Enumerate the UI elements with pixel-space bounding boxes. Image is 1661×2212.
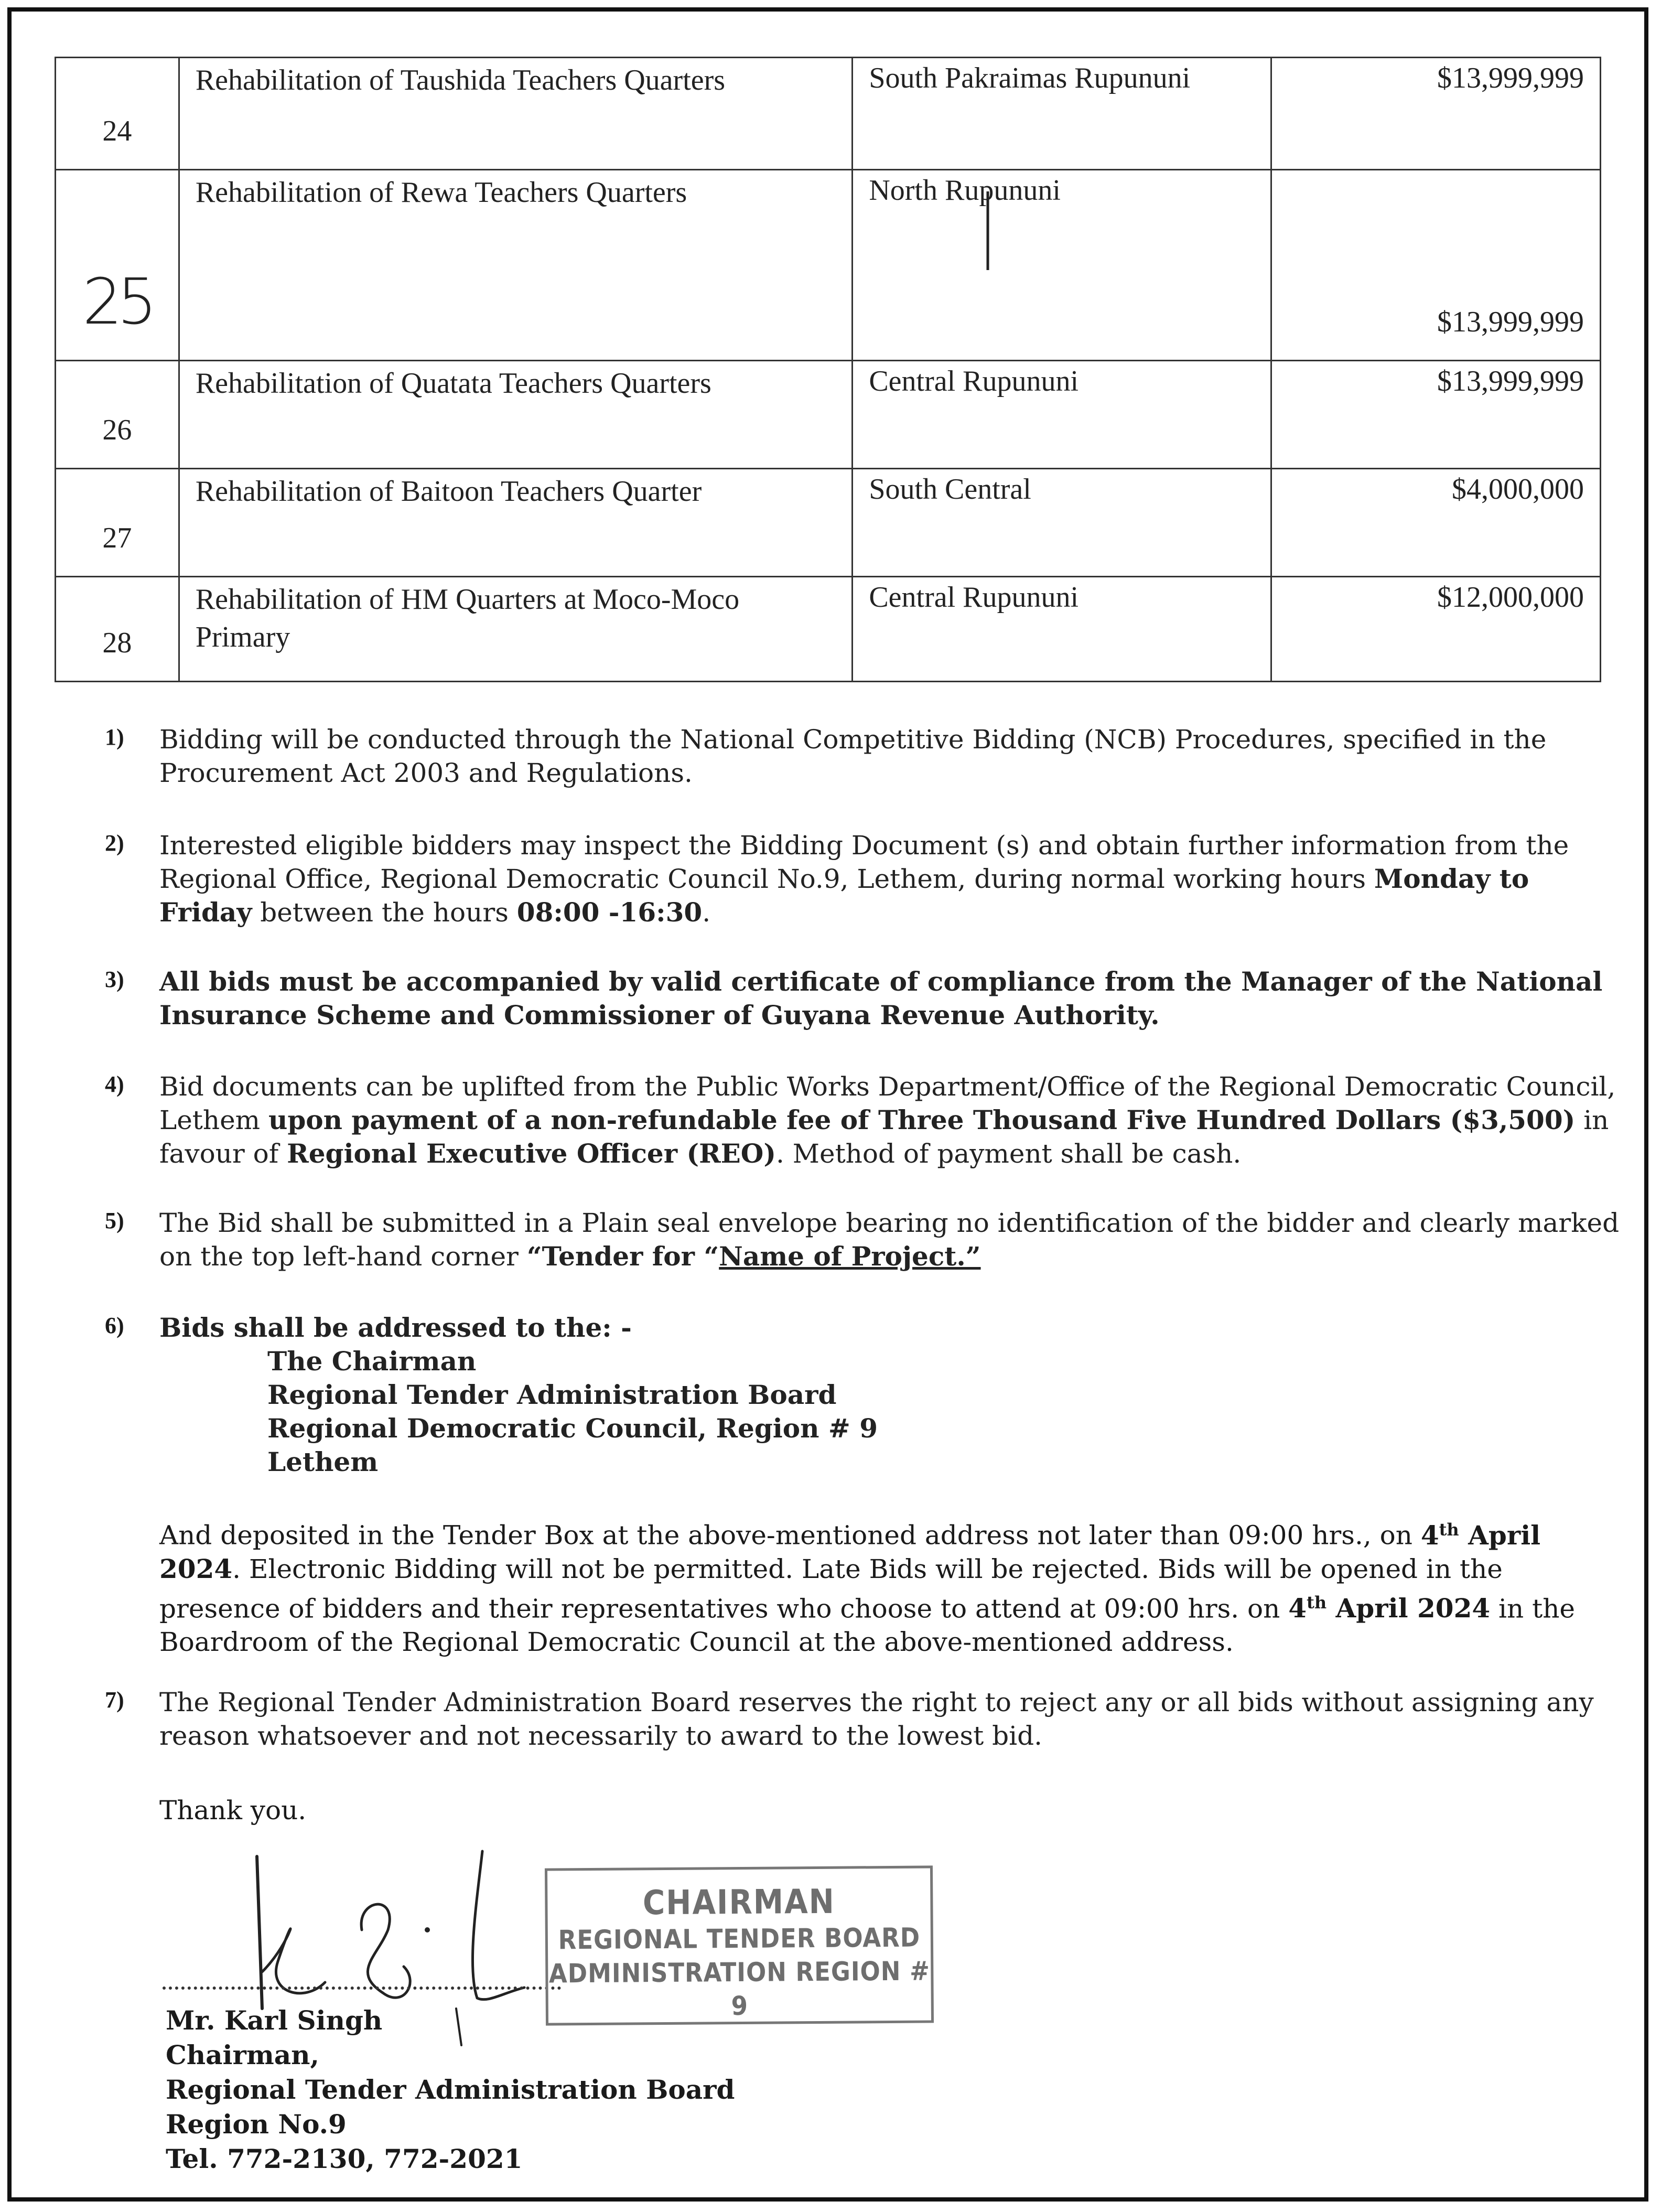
item-number: 6) bbox=[105, 1313, 124, 1338]
item-number: 1) bbox=[105, 724, 124, 750]
table-row bbox=[56, 577, 1601, 682]
signatory-phone: Tel. 772-2130, 772-2021 bbox=[166, 2143, 523, 2174]
project-amount: $4,000,000 bbox=[1271, 469, 1601, 577]
deposit-text: And deposited in the Tender Box at the above-mentioned address not later than 09:00 hrs., on bbox=[159, 1520, 1421, 1551]
address-line: The Chairman bbox=[267, 1346, 477, 1377]
item-text bbox=[159, 965, 1625, 1032]
list-item bbox=[105, 1070, 1625, 1171]
project-location: Central Rupununi bbox=[853, 577, 1271, 682]
project-location: South Pakraimas Rupununi bbox=[853, 58, 1271, 170]
table-row bbox=[56, 361, 1601, 469]
signatory-title: Chairman, bbox=[166, 2039, 319, 2070]
table-row bbox=[56, 469, 1601, 577]
deadline-date: 4th April 2024 bbox=[159, 1519, 1541, 1584]
pen-stroke bbox=[985, 191, 990, 270]
fee-text: upon payment of a non-refundable fee of Three Thousand Five Hundred Dollars ($3,500) bbox=[268, 1104, 1576, 1135]
working-days: Monday to Friday bbox=[159, 863, 1529, 928]
project-name-placeholder: Name of Project.” bbox=[719, 1241, 981, 1272]
list-item bbox=[105, 1685, 1625, 1753]
table-row bbox=[56, 58, 1601, 170]
item-text-part: between the hours bbox=[252, 897, 517, 928]
item-text-part: Interested eligible bidders may inspect the Bidding Document (s) and obtain further information from the Regional Office, Regional Democratic Council No.9, Lethem, during normal working hours bbox=[159, 830, 1569, 894]
address-heading: Bids shall be addressed to the: - bbox=[159, 1312, 632, 1343]
item-number: 2) bbox=[105, 830, 124, 856]
item-text-part: . Method of payment shall be cash. bbox=[776, 1139, 1242, 1169]
item-text bbox=[159, 829, 1625, 929]
signatory-org: Regional Tender Administration Board bbox=[166, 2074, 735, 2105]
row-number: 27 bbox=[56, 469, 179, 577]
list-item bbox=[105, 965, 1625, 1032]
signatory-region: Region No.9 bbox=[166, 2109, 347, 2140]
working-hours: 08:00 -16:30 bbox=[516, 897, 703, 928]
compliance-requirement: All bids must be accompanied by valid certificate of compliance from the Manager of the National Insurance Scheme and Commissioner of Guyana Revenue Authority. bbox=[159, 966, 1603, 1030]
deposit-text: . Electronic Bidding will not be permitted. Late Bids will be rejected. Bids will be opened in the presence of bidders and their representatives who choose to attend at 09:00 hrs. on bbox=[159, 1553, 1503, 1624]
project-name: Rehabilitation of HM Quarters at Moco-Moco Primary bbox=[179, 577, 852, 682]
project-name: Rehabilitation of Baitoon Teachers Quarter bbox=[179, 469, 852, 577]
project-location bbox=[853, 170, 1271, 361]
signatory-block bbox=[166, 2003, 735, 2176]
item-text-part: . bbox=[702, 897, 711, 928]
row-number: 26 bbox=[56, 361, 179, 469]
address-line: Regional Democratic Council, Region # 9 bbox=[267, 1413, 878, 1444]
list-item bbox=[105, 723, 1625, 790]
project-amount: $13,999,999 bbox=[1271, 58, 1601, 170]
stamp-line: REGIONAL TENDER BOARD bbox=[558, 1922, 921, 1956]
row-number: 24 bbox=[56, 58, 179, 170]
signature-line bbox=[163, 1986, 561, 1990]
item-text: Bidding will be conducted through the National Competitive Bidding (NCB) Procedures, specified in the Procurement Act 2003 and Regulations. bbox=[159, 724, 1547, 788]
project-location: South Central bbox=[853, 469, 1271, 577]
project-name: Rehabilitation of Quatata Teachers Quarters bbox=[179, 361, 852, 469]
item-number: 4) bbox=[105, 1071, 124, 1097]
address-line: Lethem bbox=[267, 1446, 379, 1477]
item-number: 5) bbox=[105, 1208, 124, 1233]
stamp-line: ADMINISTRATION REGION # 9 bbox=[548, 1956, 930, 2022]
tender-label: “Tender for “ bbox=[526, 1241, 719, 1272]
project-name: Rehabilitation of Rewa Teachers Quarters bbox=[179, 170, 852, 361]
row-number-handwritten: 25 bbox=[82, 266, 152, 339]
project-amount: $13,999,999 bbox=[1271, 170, 1601, 361]
project-amount: $12,000,000 bbox=[1271, 577, 1601, 682]
item-text-part: in favour of bbox=[159, 1105, 1609, 1169]
row-number: 28 bbox=[56, 577, 179, 682]
deposit-text: in the Boardroom of the Regional Democratic Council at the above-mentioned address. bbox=[159, 1593, 1576, 1658]
list-item bbox=[105, 1311, 1625, 1479]
project-name: Rehabilitation of Taushida Teachers Quarters bbox=[179, 58, 852, 170]
item-text bbox=[159, 1206, 1625, 1273]
signatory-name: Mr. Karl Singh bbox=[166, 2005, 383, 2036]
closing-text: Thank you. bbox=[159, 1795, 307, 1826]
item-text-part: Bid documents can be uplifted from the Public Works Department/Office of the Regional Democratic Council, Lethem bbox=[159, 1071, 1616, 1135]
opening-date: 4th April 2024 bbox=[1288, 1592, 1491, 1624]
works-table bbox=[55, 57, 1601, 682]
item-number: 3) bbox=[105, 967, 124, 992]
list-item bbox=[105, 1206, 1625, 1273]
item-text-part: The Bid shall be submitted in a Plain seal envelope bearing no identification of the bidder and clearly marked on the top left-hand corner bbox=[159, 1208, 1620, 1272]
official-stamp bbox=[545, 1865, 934, 2025]
payee: Regional Executive Officer (REO) bbox=[287, 1138, 776, 1169]
row-number bbox=[56, 170, 179, 361]
item-text bbox=[159, 1070, 1625, 1171]
project-location-text: North Rupununi bbox=[869, 174, 1061, 207]
address-line: Regional Tender Administration Board bbox=[267, 1379, 837, 1410]
item-number: 7) bbox=[105, 1687, 124, 1713]
table-row bbox=[56, 170, 1601, 361]
stamp-line: CHAIRMAN bbox=[642, 1882, 836, 1923]
deposit-paragraph bbox=[159, 1512, 1622, 1659]
project-location: Central Rupununi bbox=[853, 361, 1271, 469]
item-text bbox=[159, 1311, 1625, 1479]
item-text: The Regional Tender Administration Board reserves the right to reject any or all bids without assigning any reason whatsoever and not necessarily to award to the lowest bid. bbox=[159, 1687, 1594, 1751]
project-amount: $13,999,999 bbox=[1271, 361, 1601, 469]
list-item bbox=[105, 829, 1625, 929]
